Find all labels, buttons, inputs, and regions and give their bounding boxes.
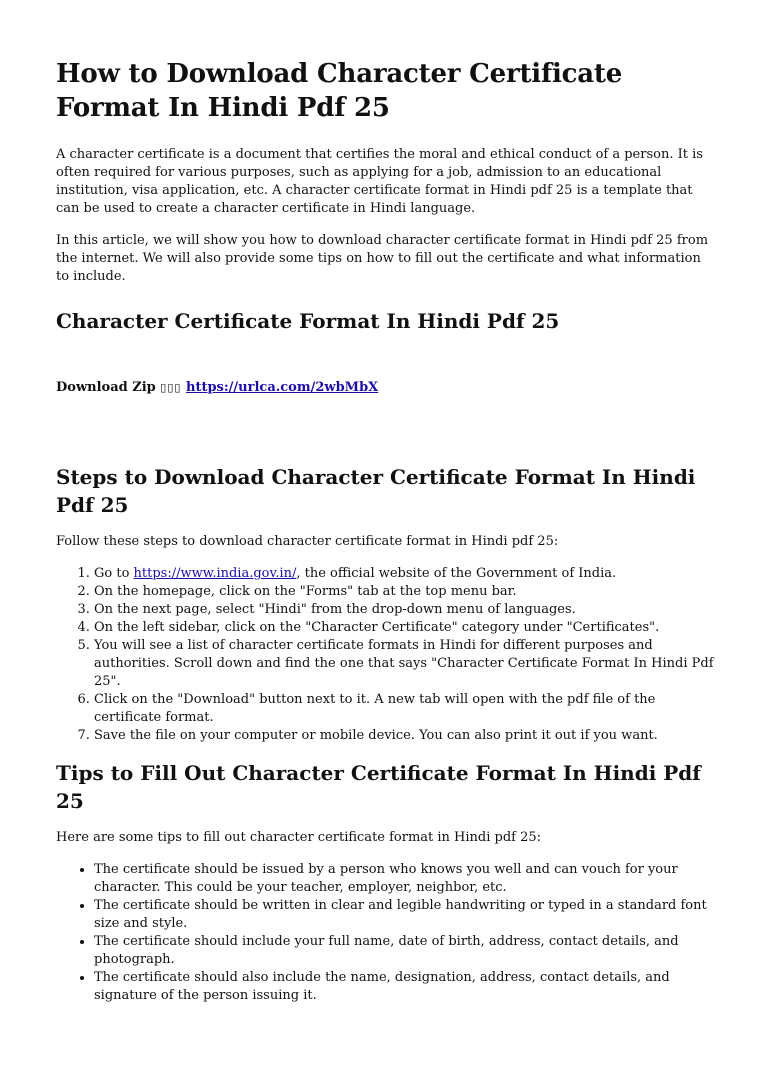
tips-lead: Here are some tips to fill out character certificate format in Hindi pdf 25: (56, 830, 542, 845)
download-link[interactable]: https://urlca.com/2wbMbX (186, 380, 379, 395)
tips-heading: Tips to Fill Out Character Certificate Format In Hindi Pdf 25 (56, 761, 701, 813)
intro-paragraph-1: A character certificate is a document that certifies the moral and ethical conduct of a person. It is often required for various purposes, such as applying for a job, admission to an educational institution, visa application, etc. A character certificate format in Hindi pdf 25 is a template that can be used to create a character certificate in Hindi language. (56, 147, 703, 216)
step-item-2: 2. On the homepage, click on the "Forms" tab at the top menu bar. (94, 583, 714, 601)
tip-item-1: • The certificate should be issued by a person who knows you well and can vouch for your character. This could be your teacher, employer, neighbor, etc. (94, 861, 714, 897)
step-item-4: 4. On the left sidebar, click on the "Character Certificate" category under "Certificates". (94, 619, 714, 637)
step-item-7: 7. Save the file on your computer or mobile device. You can also print it out if you want. (94, 727, 714, 745)
step-1-prefix: Go to (94, 566, 134, 581)
intro-paragraph-2: In this article, we will show you how to download character certificate format in Hindi pdf 25 from the internet. We will also provide some tips on how to fill out the certificate and what information to include. (56, 233, 709, 284)
step-item-3: 3. On the next page, select "Hindi" from the drop-down menu of languages. (94, 601, 714, 619)
page-title: How to Download Character Certificate Format In Hindi Pdf 25 (56, 59, 623, 123)
steps-lead: Follow these steps to download character certificate format in Hindi pdf 25: (56, 534, 559, 549)
steps-list (56, 565, 714, 745)
download-arrow-icon: ▯▯▯ (160, 381, 182, 394)
tips-list (56, 861, 714, 1005)
tip-item-2: • The certificate should be written in clear and legible handwriting or typed in a standard font size and style. (94, 897, 714, 933)
step-item-5: 5. You will see a list of character certificate formats in Hindi for different purposes and authorities. Scroll down and find the one that says "Character Certificate Format In Hindi Pdf 25". (94, 637, 714, 691)
tip-item-3: • The certificate should include your full name, date of birth, address, contact details, and photograph. (94, 933, 714, 969)
step-item-6: 6. Click on the "Download" button next to it. A new tab will open with the pdf file of the certificate format. (94, 691, 714, 727)
download-line (56, 379, 714, 397)
download-label: Download Zip (56, 380, 156, 395)
format-heading: Character Certificate Format In Hindi Pdf 25 (56, 309, 560, 333)
steps-heading: Steps to Download Character Certificate Format In Hindi Pdf 25 (56, 465, 696, 517)
step-item-1 (94, 565, 714, 583)
india-gov-link[interactable]: https://www.india.gov.in/ (133, 566, 297, 581)
step-1-suffix: , the official website of the Government of India. (296, 566, 617, 581)
tip-item-4: • The certificate should also include the name, designation, address, contact details, and signature of the person issuing it. (94, 969, 714, 1005)
document-page (0, 57, 770, 1005)
